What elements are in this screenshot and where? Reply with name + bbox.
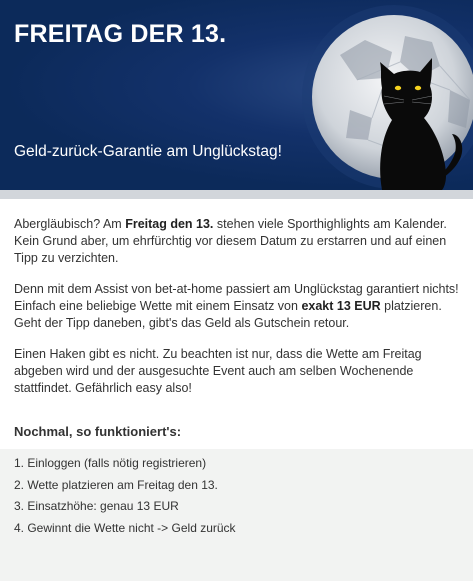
steps-list — [0, 449, 473, 581]
text: Denn mit dem Assist von bet-at-home passiert am Unglückstag garantiert nichts! Einfach eine beliebige Wette mit einem Einsatz von — [14, 282, 459, 313]
paragraph-conditions: Einen Haken gibt es nicht. Zu beachten ist nur, dass die Wette am Freitag abgeben wird und der ausgesuchte Event auch am selben Wochenende stattfindet. Gefährlich easy also! — [14, 347, 422, 395]
list-item: 1. Einloggen (falls nötig registrieren) — [14, 456, 207, 470]
list-item: 3. Einsatzhöhe: genau 13 EUR — [14, 499, 179, 513]
how-to-title: Nochmal, so funktioniert's: — [14, 424, 182, 439]
paragraph-offer — [14, 281, 459, 332]
highlight-date: Freitag den 13. — [125, 217, 214, 231]
text: stehen viele Sporthighlights am Kalender. Kein Grund aber, um ehrfürchtig vor diesem Datum zu erstarren und auf einen Tipp zu verzichten. — [14, 217, 447, 265]
text: platzieren. Geht der Tipp daneben, gibt's das Geld als Gutschein retour. — [14, 299, 442, 330]
text: Abergläubisch? Am — [14, 217, 126, 231]
list-item: 2. Wette platzieren am Freitag den 13. — [14, 477, 218, 492]
promo-banner — [0, 0, 473, 190]
list-item: 4. Gewinnt die Wette nicht -> Geld zurück — [14, 520, 236, 535]
promo-text — [0, 199, 473, 397]
banner-title: FREITAG DER 13. — [14, 20, 227, 48]
banner-subtitle: Geld-zurück-Garantie am Unglückstag! — [14, 143, 282, 160]
highlight-stake: exakt 13 EUR — [301, 299, 381, 313]
divider-strip — [0, 190, 473, 199]
paragraph-intro — [14, 216, 459, 267]
